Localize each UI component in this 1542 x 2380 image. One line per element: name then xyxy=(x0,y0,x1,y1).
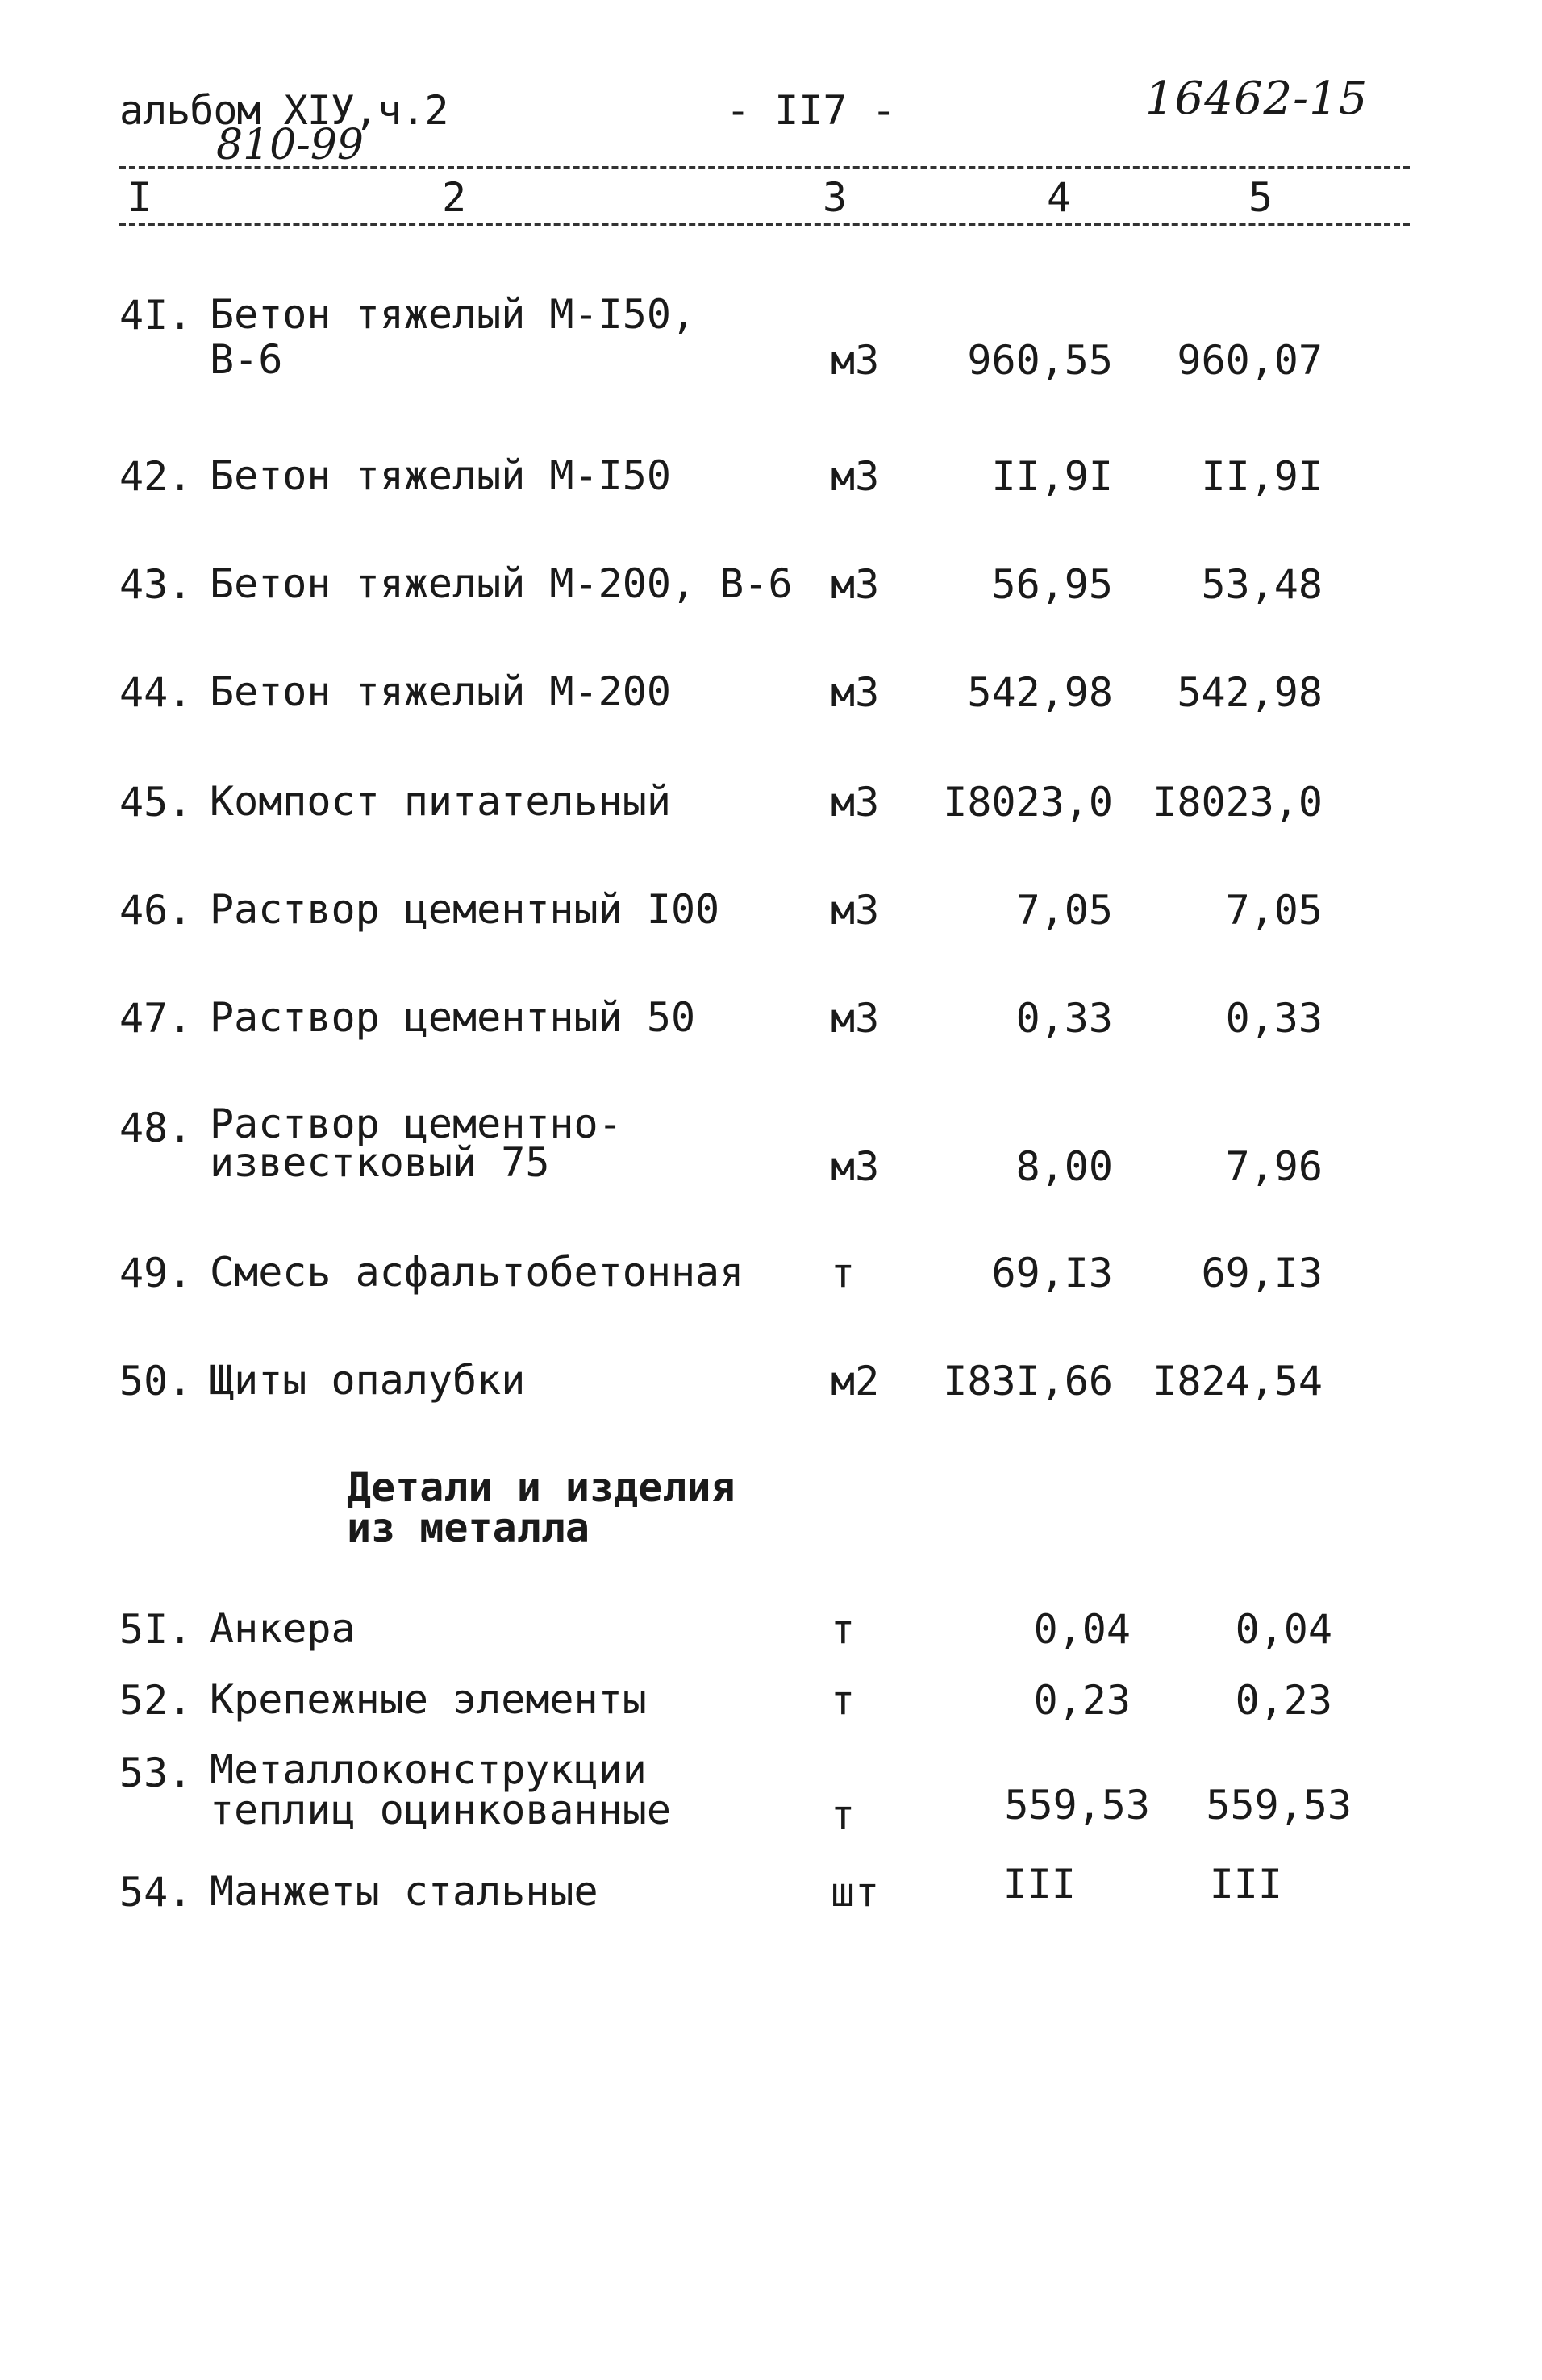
row-name-line: Манжеты стальные xyxy=(210,1868,598,1915)
row-name-line: Бетон тяжелый М-I50, xyxy=(210,291,696,338)
row-value-col4: 559,53 xyxy=(1004,1782,1150,1829)
column-number: 3 xyxy=(823,174,848,221)
handwritten-code: 16462-15 xyxy=(1145,73,1369,125)
row-unit: т xyxy=(831,1791,856,1838)
row-unit: т xyxy=(831,1606,856,1653)
row-value-col5: 53,48 xyxy=(1201,561,1323,608)
row-value-col4: III xyxy=(1002,1861,1076,1908)
row-name-line: известковый 75 xyxy=(210,1139,550,1186)
row-name xyxy=(210,779,671,824)
row-number: 45. xyxy=(119,779,193,826)
row-value-col4: 8,00 xyxy=(1015,1143,1113,1190)
dashed-rule-top xyxy=(119,166,1410,169)
row-unit: м2 xyxy=(831,1358,880,1404)
row-name-line: Раствор цементно- xyxy=(210,1101,623,1147)
row-name xyxy=(210,292,695,382)
row-value-col4: 0,04 xyxy=(1033,1606,1131,1653)
row-value-col4: II,9I xyxy=(991,453,1113,500)
row-name-line: Анкера xyxy=(210,1605,356,1652)
row-unit: м3 xyxy=(831,669,880,716)
row-value-col4: 7,05 xyxy=(1015,887,1113,934)
row-value-col5: I8023,0 xyxy=(1152,779,1323,826)
row-name xyxy=(210,1606,356,1651)
row-name xyxy=(210,1869,598,1914)
row-value-col5: 960,07 xyxy=(1177,337,1323,384)
row-unit: м3 xyxy=(831,779,880,826)
row-value-col5: 69,I3 xyxy=(1201,1250,1323,1296)
row-name xyxy=(210,1746,671,1833)
row-value-col5: III xyxy=(1209,1861,1282,1908)
row-value-col5: II,9I xyxy=(1201,453,1323,500)
row-value-col4: I83I,66 xyxy=(943,1358,1113,1404)
row-value-col4: 960,55 xyxy=(967,337,1113,384)
column-number: 5 xyxy=(1248,174,1273,221)
row-name-line: B-6 xyxy=(210,336,283,383)
row-value-col4: 56,95 xyxy=(991,561,1113,608)
row-value-col5: 0,33 xyxy=(1225,995,1323,1042)
row-name xyxy=(210,1358,525,1403)
row-number: 47. xyxy=(119,995,193,1042)
row-name-line: Крепежные элементы xyxy=(210,1676,647,1723)
row-unit: м3 xyxy=(831,337,880,384)
section-heading-line: из металла xyxy=(347,1504,590,1551)
row-name xyxy=(210,669,671,714)
row-value-col5: 559,53 xyxy=(1206,1782,1352,1829)
row-unit: м3 xyxy=(831,561,880,608)
row-number: 44. xyxy=(119,669,193,716)
column-number: I xyxy=(127,174,152,221)
row-number: 42. xyxy=(119,453,193,500)
row-value-col4: 0,23 xyxy=(1033,1677,1131,1724)
row-unit: т xyxy=(831,1250,856,1296)
row-name xyxy=(210,1250,744,1295)
row-unit: т xyxy=(831,1677,856,1724)
section-heading-line: Детали и изделия xyxy=(347,1464,736,1511)
row-value-col4: 0,33 xyxy=(1015,995,1113,1042)
row-name-line: Бетон тяжелый М-200, В-6 xyxy=(210,560,793,607)
row-value-col5: 0,04 xyxy=(1235,1606,1332,1653)
row-name-line: Смесь асфальтобетонная xyxy=(210,1249,744,1296)
row-value-col5: 542,98 xyxy=(1177,669,1323,716)
row-value-col5: 7,96 xyxy=(1225,1143,1323,1190)
row-name xyxy=(210,561,792,606)
row-name xyxy=(210,995,695,1040)
page-number: - II7 - xyxy=(726,87,896,134)
row-name xyxy=(210,453,671,498)
row-unit: м3 xyxy=(831,1143,880,1190)
row-number: 48. xyxy=(119,1105,193,1151)
row-name-line: теплиц оцинкованные xyxy=(210,1787,671,1833)
row-value-col4: I8023,0 xyxy=(943,779,1113,826)
row-value-col5: I824,54 xyxy=(1152,1358,1323,1404)
row-number: 54. xyxy=(119,1869,193,1916)
row-number: 53. xyxy=(119,1750,193,1796)
row-unit: м3 xyxy=(831,453,880,500)
column-number: 4 xyxy=(1047,174,1072,221)
row-value-col5: 7,05 xyxy=(1225,887,1323,934)
row-number: 49. xyxy=(119,1250,193,1296)
row-unit: шт xyxy=(831,1869,880,1916)
row-name-line: Раствор цементный I00 xyxy=(210,886,720,933)
row-name-line: Щиты опалубки xyxy=(210,1357,526,1404)
row-name-line: Бетон тяжелый М-I50 xyxy=(210,452,671,499)
row-name-line: Металлоконструкции xyxy=(210,1746,647,1793)
row-value-col5: 0,23 xyxy=(1235,1677,1332,1724)
row-name xyxy=(210,887,719,932)
row-value-col4: 542,98 xyxy=(967,669,1113,716)
row-number: 5I. xyxy=(119,1606,193,1653)
row-name-line: Бетон тяжелый М-200 xyxy=(210,668,671,715)
row-name xyxy=(210,1101,623,1186)
row-name xyxy=(210,1677,647,1722)
row-number: 50. xyxy=(119,1358,193,1404)
handwritten-subcode: 810-99 xyxy=(216,121,364,169)
row-value-col4: 69,I3 xyxy=(991,1250,1113,1296)
section-heading xyxy=(347,1464,736,1551)
row-name-line: Компост питательный xyxy=(210,778,671,825)
row-number: 52. xyxy=(119,1677,193,1724)
row-number: 43. xyxy=(119,561,193,608)
row-number: 46. xyxy=(119,887,193,934)
row-number: 4I. xyxy=(119,292,193,339)
column-number: 2 xyxy=(442,174,467,221)
row-name-line: Раствор цементный 50 xyxy=(210,994,696,1041)
row-unit: м3 xyxy=(831,995,880,1042)
album-label: альбом XIУ,ч.2 xyxy=(119,87,448,134)
dashed-rule-bottom xyxy=(119,223,1410,226)
row-unit: м3 xyxy=(831,887,880,934)
